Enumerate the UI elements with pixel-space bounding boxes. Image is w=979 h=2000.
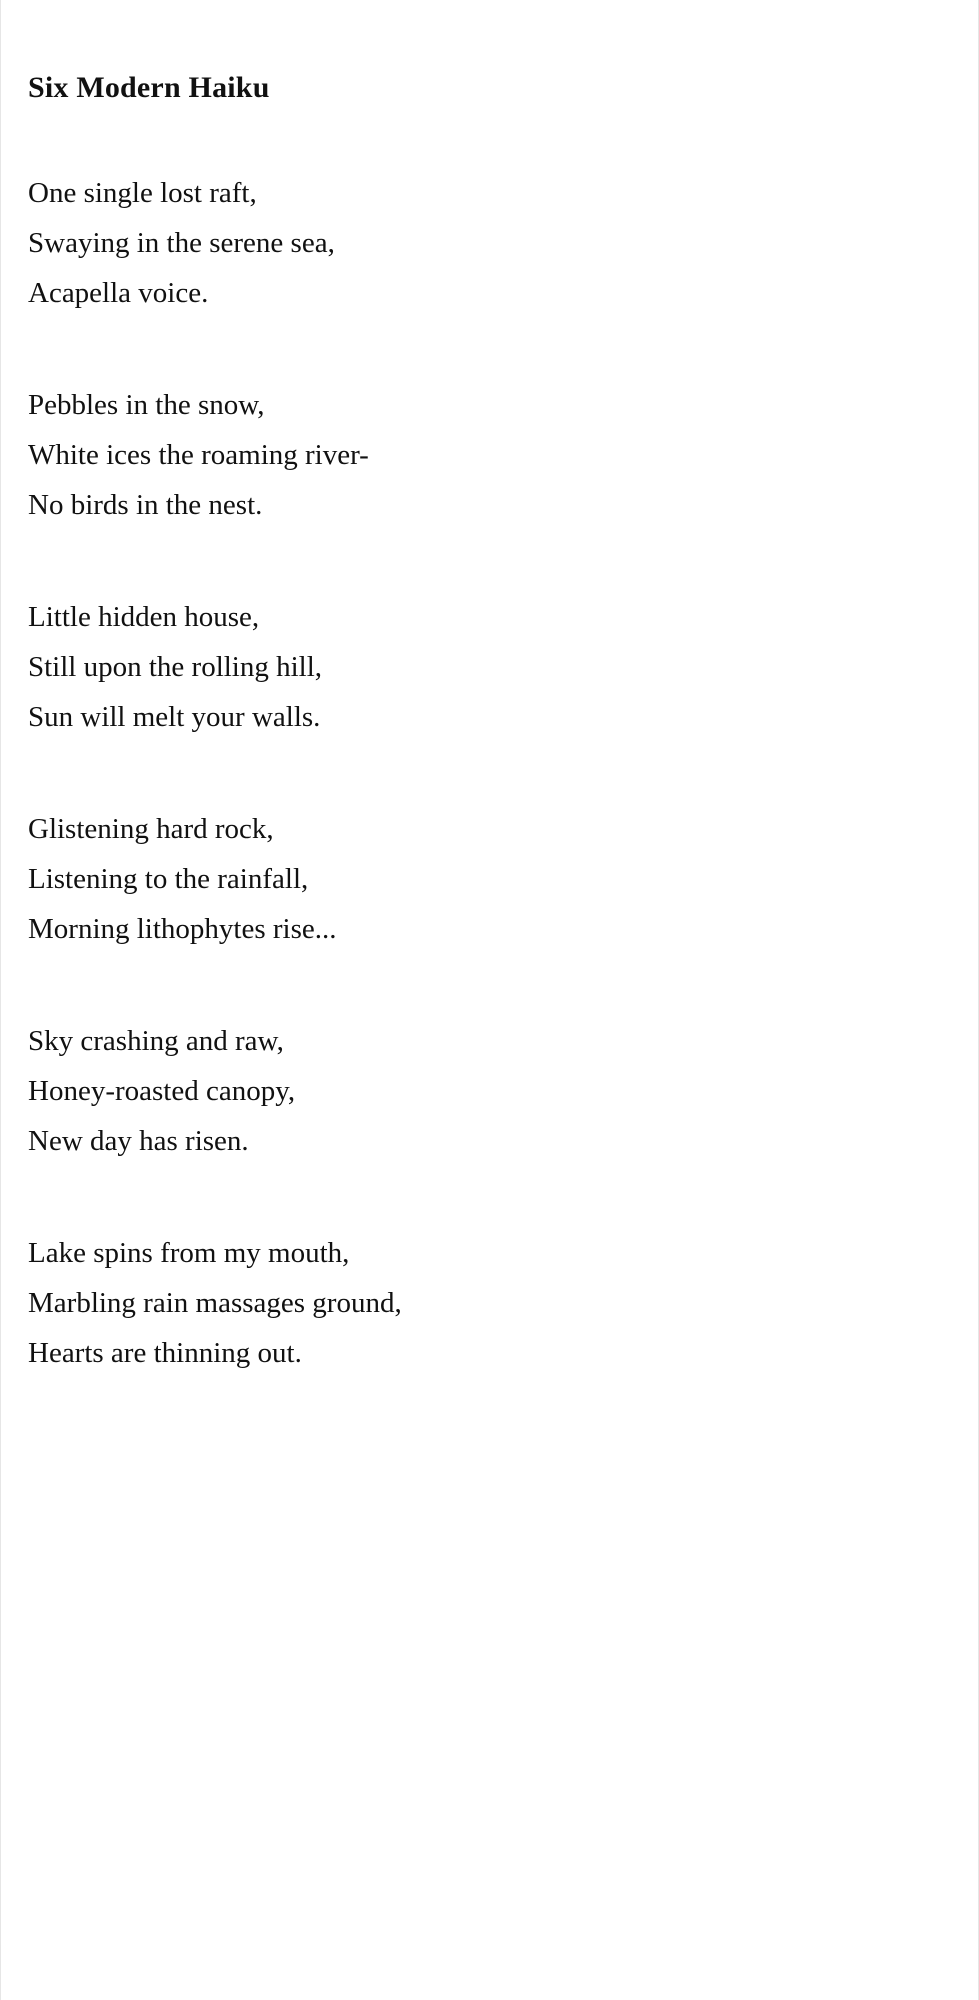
haiku-line: One single lost raft, — [28, 177, 257, 209]
haiku-line: New day has risen. — [28, 1125, 249, 1157]
haiku-line: Morning lithophytes rise... — [28, 913, 337, 945]
haiku-line: Pebbles in the snow, — [28, 389, 265, 421]
haiku-line: Still upon the rolling hill, — [28, 651, 323, 683]
page-title: Six Modern Haiku — [28, 71, 270, 104]
haiku-line: Little hidden house, — [28, 601, 260, 633]
haiku-line: Honey-roasted canopy, — [28, 1075, 296, 1107]
haiku-stanza-2 — [28, 380, 951, 530]
haiku-line: Glistening hard rock, — [28, 813, 274, 845]
haiku-stanza-6 — [28, 1228, 951, 1378]
haiku-line: Swaying in the serene sea, — [28, 227, 335, 259]
bottom-spacer — [28, 1378, 951, 1488]
haiku-line: Sky crashing and raw, — [28, 1025, 284, 1057]
haiku-line: Marbling rain massages ground, — [28, 1287, 402, 1319]
document-content — [0, 70, 979, 1488]
haiku-stanza-5 — [28, 1016, 951, 1166]
haiku-line: No birds in the nest. — [28, 489, 263, 521]
haiku-line: Acapella voice. — [28, 277, 209, 309]
haiku-stanza-4 — [28, 804, 951, 954]
haiku-stanza-3 — [28, 592, 951, 742]
haiku-line: Hearts are thinning out. — [28, 1337, 302, 1369]
haiku-line: Lake spins from my mouth, — [28, 1237, 350, 1269]
haiku-line: Sun will melt your walls. — [28, 701, 321, 733]
haiku-line: Listening to the rainfall, — [28, 863, 309, 895]
haiku-stanza-1 — [28, 168, 951, 318]
haiku-line: White ices the roaming river- — [28, 439, 369, 471]
left-edge-rule — [0, 0, 1, 2000]
